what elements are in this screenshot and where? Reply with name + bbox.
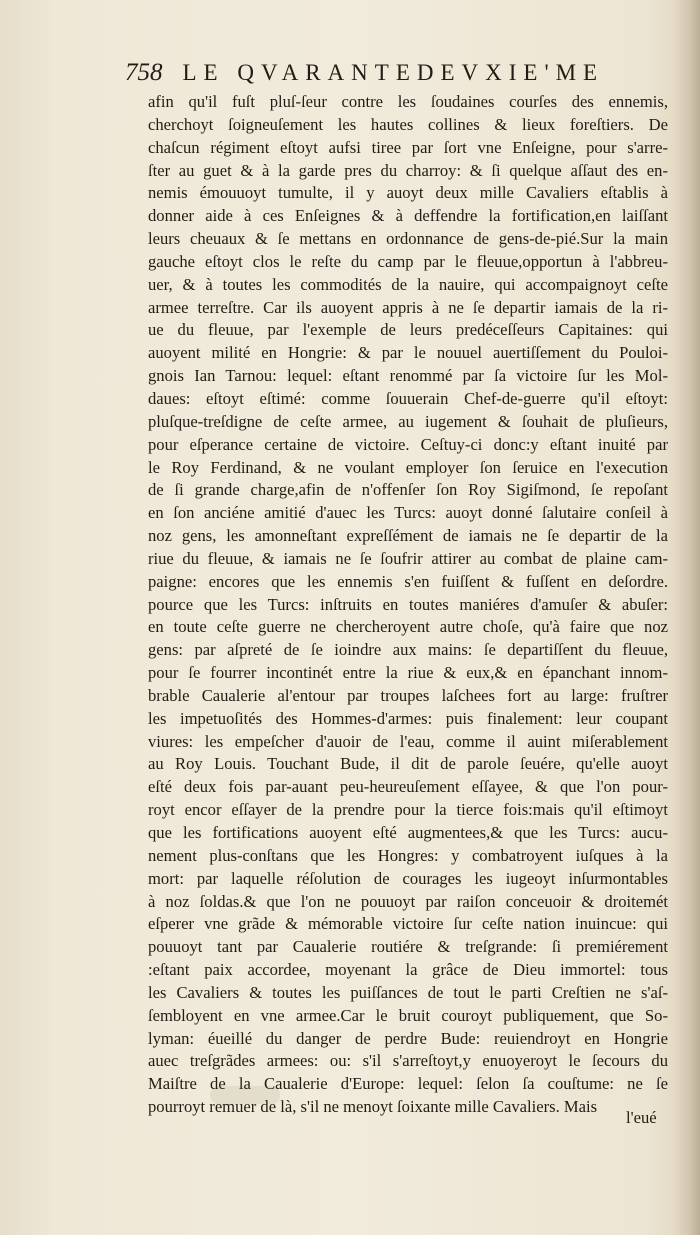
text-line: eſperer vne grãde & mémorable victoire ſur ceſte nation inuincue: qui [148, 914, 668, 934]
text-line: pouuoyt tant par Caualerie routiére & treſgrande: ſi premiérement [148, 937, 668, 957]
catchword: l'eué [626, 1108, 657, 1127]
text-line: noz gens, les amonneſtant expreſſément de iamais ne ſe departir de la [148, 526, 668, 546]
text-line: armee terreſtre. Car ils auoyent appris à ne ſe departir iamais de la ri- [148, 297, 668, 317]
page-edge-shadow [674, 0, 700, 1235]
text-line: pluſque-treſdigne de ceſte armee, au iugement & ſouhait de pluſieurs, [148, 411, 668, 431]
text-line: ue du fleuue, par l'exemple de leurs predéceſſeurs Capitaines: qui [148, 320, 668, 340]
text-line: pource que les Turcs: inſtruits en toutes maniéres d'amuſer & abuſer: [148, 594, 668, 614]
text-line: gnois Ian Tarnou: lequel: eſtant renommé par ſa victoire ſur les Mol- [148, 366, 668, 386]
text-line: les Cavaliers & toutes les puiſſances de tout le parti Creſtien ne s'aſ- [148, 982, 668, 1002]
text-line: Maiſtre de la Caualerie d'Europe: lequel: ſelon ſa couſtume: ne ſe [148, 1074, 668, 1094]
text-line: riue du fleuue, & iamais ne ſe ſoufrir attirer au combat de plaine cam- [148, 548, 668, 568]
text-line: au Roy Louis. Touchant Bude, il dit de parole ſeuére, qu'elle auoyt [148, 754, 668, 774]
text-line: auec treſgrãdes armees: ou: s'il s'arreſtoyt,y enuoyeroyt le ſecours du [148, 1051, 668, 1071]
text-line: royt encor eſſayer de la prendre pour la tierce fois:mais qu'il eſtimoyt [148, 800, 668, 820]
text-line: en ſon anciéne amitié d'auec les Turcs: auoyt donné ſalutaire conſeil à [148, 503, 668, 523]
text-line: que les fortifications auoyent eſté augmentees,& que les Turcs: aucu- [148, 823, 668, 842]
page-header [125, 59, 645, 91]
text-line: uer, & à toutes les commodités de la nauire, qui accompaignoyt ceſte [148, 274, 668, 294]
text-line: eſté deux fois par-auant peu-heureuſement eſſayee, & que l'on pour- [148, 777, 668, 797]
text-line: pour eſperance certaine de victoire. Ceſtuy-ci donc:y eſtant inuité par [148, 434, 668, 454]
text-line: paigne: encores que les ennemis s'en fuiſſent & fuſſent en deſordre. [148, 571, 668, 591]
running-head: LE QVARANTEDEVXIE'ME [182, 60, 605, 85]
text-line: le Roy Ferdinand, & ne voulant employer ſon ſeruice en l'execution [148, 457, 668, 477]
text-line: chaſcun régiment eſtoyt aufsi tiree par ſort vne Enſeigne, pour s'arre- [148, 137, 668, 157]
text-line: à noz ſoldas.& que l'on ne pouuoyt par raiſon conceuoir & droitemét [148, 891, 668, 911]
text-line: afin qu'il fuſt pluſ-ſeur contre les ſoudaines courſes des ennemis, [148, 92, 668, 111]
text-line: daues: eſtoyt eſtimé: comme ſouuerain Chef-de-guerre qu'il eſtoyt: [148, 388, 668, 408]
text-line: pour ſe fourrer incontinét entre la riue & eux,& en épanchant innom- [148, 663, 668, 683]
text-line: leurs cheuaux & ſe mettans en ordonnance de gens-de-pié.Sur la main [148, 229, 668, 249]
text-line: cherchoyt ſoigneuſement les hautes collines & lieux foreſtiers. De [148, 114, 668, 134]
text-line: nemis émouuoyt tumulte, il y auoyt deux mille Cavaliers eſtablis à [148, 183, 668, 203]
text-line: :eſtant paix accordee, moyenant la grâce de Dieu immortel: tous [148, 960, 668, 980]
text-line: viures: les empeſcher d'auoir de l'eau, comme il auint miſerablement [148, 731, 668, 751]
text-line: mort: par laquelle réſolution de courages les iugeoyt inſurmontables [148, 868, 668, 888]
text-line: les impetuoſités des Hommes-d'armes: puis finalement: leur coupant [148, 708, 668, 728]
text-line: en toute ceſte guerre ne chercheroyent autre choſe, qu'à faire que noz [148, 617, 668, 637]
text-line: brable Caualerie al'entour par troupes laſchees fort au large: fruſtrer [148, 685, 668, 705]
text-line: gens: par aſpreté de ſe ioindre aux mains: ſe departiſſent du fleuue, [148, 640, 668, 660]
text-line: pourroyt remuer de là, s'il ne menoyt ſoixante mille Cavaliers. Mais [148, 1097, 598, 1117]
page-number: 758 [125, 59, 163, 86]
text-line: auoyent milité en Hongrie: & par le nouuel auertiſſement du Pouloi- [148, 343, 668, 363]
text-line: gauche eſtoyt clos le reſte du camp par le fleuue,opportun à l'abbreu- [148, 251, 668, 271]
text-line: ſter au guet & à la garde pres du charroy: & ſi quelque aſſaut des en- [148, 160, 668, 180]
body-text [148, 91, 668, 1119]
text-line: donner aide à ces Enſeignes & à deffendre la fortification,en laiſſant [148, 206, 668, 226]
text-line: nement plus-conſtans que les Hongres: y combatroyent iuſques à la [148, 845, 668, 865]
text-line: de ſi grande charge,afin de n'offenſer ſon Roy Sigiſmond, ſe repoſant [148, 480, 668, 500]
text-line: lyman: éueillé du danger de perdre Bude: reuiendroyt en Hongrie [148, 1028, 668, 1048]
ink-smudge [210, 1086, 280, 1104]
text-line: ſembloyent en vne armee.Car le bruit couroyt publiquement, que So- [148, 1005, 668, 1025]
